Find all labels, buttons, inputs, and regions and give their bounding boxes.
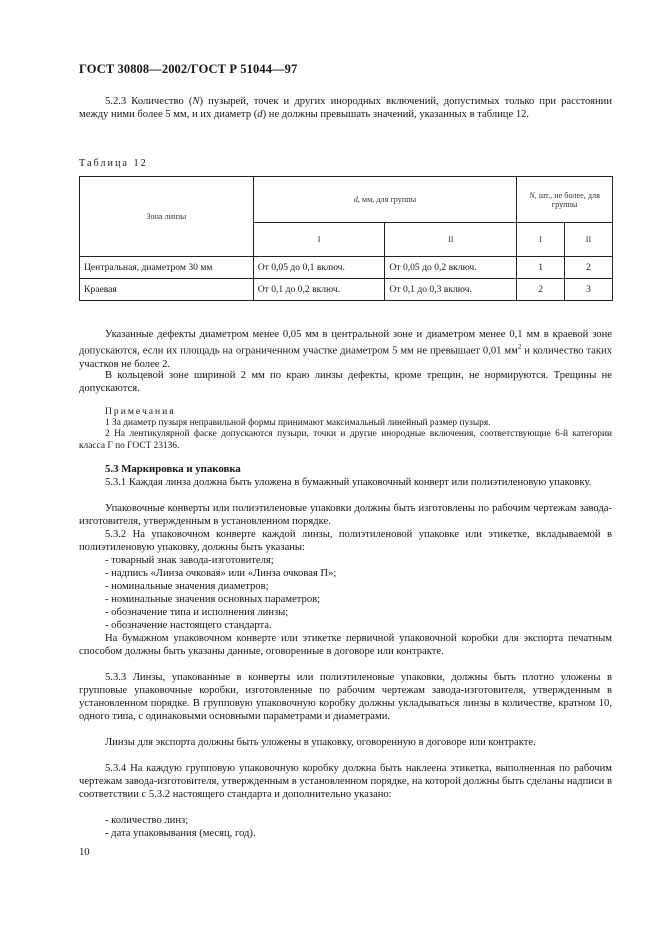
table-12 <box>79 176 613 301</box>
list-5-3-2 <box>79 554 612 633</box>
list-item: - надпись «Линза очковая» или «Линза очковая П»; <box>105 568 337 580</box>
paragraph-5-3-4: 5.3.4 На каждую групповую упаковочную коробку должна быть наклеена этикетка, выполненная по рабочим чертежам завода-изготовителя, утвержденным в установленном порядке, на которой должны быть сделаны надписи в соответствии с 5.3.2 настоящего стандарта и дополнительно указано: <box>79 763 612 801</box>
page-number: 10 <box>79 847 90 858</box>
paragraph-5-3-2b: На бумажном упаковочном конверте или этикетке первичной упаковочной коробки для экспорта печатным способом должны быть указаны данные, оговоренные в договоре или контракте. <box>79 633 612 658</box>
list-item: - обозначение типа и исполнения линзы; <box>105 607 289 619</box>
cell-d2: От 0,05 до 0,2 включ. <box>385 257 517 279</box>
cell-n1: 2 <box>517 279 565 301</box>
cell-d2: От 0,1 до 0,3 включ. <box>385 279 517 301</box>
paragraph-defects: Указанные дефекты диаметром менее 0,05 мм в центральной зоне и диаметром менее 0,1 мм в краевой зоне допускаются, если их площадь на ограниченном участке диаметром 5 мм не превышает 0,01 $мм^2$ и количество таких участков не более 2. <box>79 329 612 370</box>
header-diameter: d, мм, для группы <box>253 177 516 223</box>
note-2: 2 На лентикулярной фаске допускаются пузыри, точки и другие инородные включения, соответствующие 6-й категории класса Г по ГОСТ 23136. <box>79 429 612 451</box>
paragraph-5-3-3b: Линзы для экспорта должны быть уложены в упаковку, оговоренную в договоре или контракте. <box>105 737 536 748</box>
table-caption: Таблица 12 <box>79 158 148 169</box>
cell-zone: Краевая <box>80 279 254 301</box>
header-group-n1: I <box>517 223 565 257</box>
table-row <box>80 257 613 279</box>
symbol-d: d <box>257 109 263 121</box>
notes-heading: Примечания <box>105 406 176 417</box>
section-title-5-3: 5.3 Маркировка и упаковка <box>105 463 241 475</box>
paragraph-5-3-1: 5.3.1 Каждая линза должна быть уложена в бумажный упаковочный конверт или полиэтиленовую упаковку. <box>105 477 592 488</box>
cell-d1: От 0,05 до 0,1 включ. <box>253 257 385 279</box>
document-header: ГОСТ 30808—2002/ГОСТ Р 51044—97 <box>79 62 298 76</box>
paragraph-5-3-3: 5.3.3 Линзы, упакованные в конверты или полиэтиленовые упаковки, должны быть плотно уложены в групповые упаковочные коробки, изготовленные по рабочим чертежам завода-изготовителя, утвержденным в установленном порядке. В групповую упаковочную коробку должны укладываться линзы в количестве, кратном 10, одного типа, с одинаковыми основными параметрами и диаметрами. <box>79 672 612 723</box>
paragraph-ring-zone: В кольцевой зоне шириной 2 мм по краю линзы дефекты, кроме трещин, не нормируются. Трещины не допускаются. <box>79 370 612 395</box>
list-item: - количество линз; <box>105 815 189 826</box>
note-1: 1 За диаметр пузыря неправильной формы принимают максимальный линейный размер пузыря. <box>105 418 491 428</box>
cell-zone: Центральная, диаметром 30 мм <box>80 257 254 279</box>
list-item: - номинальные значения основных параметров; <box>105 594 321 606</box>
paragraph-5-2-3: 5.2.3 Количество (N) пузырей, точек и других инородных включений, допустимых только при расстоянии между ними более 5 мм, и их диаметр (d) не должны превышать значений, указанных в таблице 12. <box>79 96 612 121</box>
table-row <box>80 279 613 301</box>
header-count: N, шт., не более, для группы <box>517 177 613 223</box>
cell-n1: 1 <box>517 257 565 279</box>
paragraph-5-3-2: 5.3.2 На упаковочном конверте каждой линзы, полиэтиленовой упаковке или этикетке, вкладываемой в полиэтиленовую упаковку, должны быть указаны: <box>79 529 612 554</box>
list-item: - номинальные значения диаметров; <box>105 581 269 593</box>
list-5-3-4 <box>79 814 612 840</box>
header-group-d2: II <box>385 223 517 257</box>
header-zone: Зона линзы <box>80 177 254 257</box>
cell-n2: 2 <box>565 257 613 279</box>
symbol-n: N <box>192 96 200 107</box>
cell-d1: От 0,1 до 0,2 включ. <box>253 279 385 301</box>
paragraph-5-3-1b: Упаковочные конверты или полиэтиленовые упаковки должны быть изготовлены по рабочим чертежам завода-изготовителя, утвержденным в установленном порядке. <box>79 503 612 528</box>
list-item: - дата упаковывания (месяц, год). <box>105 828 256 840</box>
header-group-d1: I <box>253 223 385 257</box>
list-item: - обозначение настоящего стандарта. <box>105 620 272 632</box>
header-group-n2: II <box>565 223 613 257</box>
list-item: - товарный знак завода-изготовителя; <box>105 555 274 566</box>
cell-n2: 3 <box>565 279 613 301</box>
